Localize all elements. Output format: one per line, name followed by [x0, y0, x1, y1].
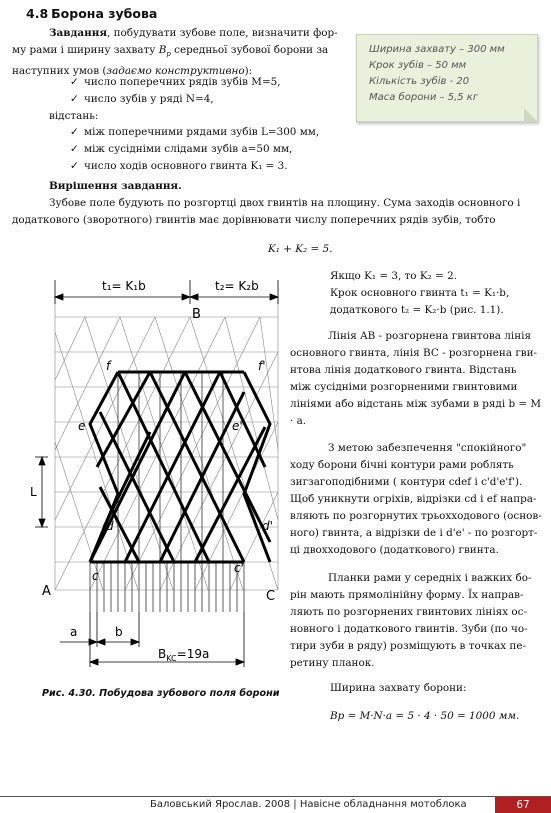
label-f-prime: f'	[258, 359, 266, 373]
note-line: Маса борони – 5,5 кг	[369, 92, 479, 103]
label-b: b	[115, 625, 123, 639]
checkmark-icon: ✓	[70, 76, 79, 88]
label-d: d	[106, 519, 114, 533]
label-bkc: $B_{KC}=19a$	[158, 647, 210, 663]
label-f: f	[106, 359, 111, 373]
label-t2: t₂= K₂b	[215, 279, 259, 293]
footer-divider	[0, 796, 551, 797]
note-line: Кількість зубів - 20	[369, 76, 470, 87]
solution-heading: Вирішення завдання.	[49, 180, 182, 192]
label-C: C	[266, 589, 276, 604]
label-d-prime: d'	[262, 519, 273, 533]
result-lines: Якщо K₁ = 3, то K₂ = 2. Крок основного гвинта t₁ = K₁·b, додаткового t₂ = K₂·b (рис. 1.1).	[330, 270, 510, 316]
figure-caption: Рис. 4.30. Побудова зубового поля борони	[42, 688, 280, 699]
list-item: ✓ між сусідніми слідами зубів a=50 мм,	[70, 141, 319, 158]
formula-k-sum: K₁ + K₂ = 5.	[268, 243, 333, 255]
checkmark-icon: ✓	[70, 160, 79, 172]
checkmark-icon: ✓	[70, 143, 79, 155]
condition-list	[70, 74, 281, 108]
label-t1: t₁= K₁b	[102, 279, 146, 293]
list-item: ✓ число поперечних рядів зубів M=5,	[70, 74, 281, 91]
specs-sticky-note	[356, 34, 538, 122]
label-e-prime: e'	[232, 419, 243, 433]
label-A: A	[42, 584, 51, 599]
list-item: ✓ число зубів у ряді N=4,	[70, 91, 281, 108]
page-number: 67	[495, 797, 551, 813]
condition-list-2	[70, 124, 319, 175]
checkmark-icon: ✓	[70, 93, 79, 105]
frame-bars	[90, 372, 270, 562]
label-B: B	[192, 307, 201, 322]
label-c: c	[92, 569, 99, 583]
paragraph-lines-ab-bc: Лінія AB - розгорнена гвинтова лінія основного гвинта, лінія BC - розгорнена гви- нтова лінія додаткового гвинта. Відстань між сусідніми розгорненими гвинтовими лініями або відстань між зубами в ряді b = M · a.	[290, 330, 542, 427]
label-a: a	[70, 625, 78, 639]
solution-paragraph: Зубове поле будують по розгортці двох гвинтів на площину. Сума заходів основного і додаткового (зворотного) гвинтів має дорівнювати числу поперечних рядів зубів, тобто	[12, 197, 521, 226]
note-curl	[524, 108, 538, 122]
list-item: ✓ між поперечними рядами зубів L=300 мм,	[70, 124, 319, 141]
width-formula: Bp = M·N·a = 5 · 4 · 50 = 1000 мм.	[330, 710, 520, 722]
task-paragraph: Завдання, побудувати зубове поле, визначити фор- му рами і ширину захвату $B_p$ середньої зубової борони за наступних умов (задаємо конструктивно):	[12, 27, 338, 78]
note-line: Ширина захвату – 300 мм	[369, 44, 505, 55]
label-e: e	[78, 419, 86, 433]
checkmark-icon: ✓	[70, 126, 79, 138]
label-c-prime: c'	[234, 561, 244, 575]
width-label: Ширина захвату борони:	[330, 682, 467, 694]
distance-label: відстань:	[49, 110, 99, 122]
note-line: Крок зубів – 50 мм	[369, 60, 467, 71]
tooth-field-diagram	[30, 272, 288, 674]
paragraph-zigzag: З метою забезпечення "спокійного" ходу борони бічні контури рами роблять зигзагоподібними ( контури cdef і c'd'e'f'). Щоб уникнути огріхів, відрізки cd і ef напра- вляють по розгорнутих трьохходового (основ- ного) гвинта, а відрізки de і d'e' - по розгорт- ці двохходового (додаткового) гвинта.	[290, 442, 542, 556]
paragraph-frame-bars: Планки рами у середніх і важких бо- рін мають прямолінійну форму. Їх направ- ляють по розгорнених гвинтових лініях ос- новного і додаткового гвинтів. Зуби (по чо- тири зуби в ряду) розміщують в точках пе- ретину планок.	[290, 572, 532, 669]
list-item: ✓ число ходів основного гвинта K₁ = 3.	[70, 158, 319, 175]
label-L: L	[30, 485, 37, 499]
section-heading: 4.8 Борона зубова	[26, 6, 158, 21]
footer-text: Баловський Ярослав. 2008 | Навісне обладнання мотоблока	[150, 799, 467, 810]
diagram-labels	[30, 279, 275, 663]
